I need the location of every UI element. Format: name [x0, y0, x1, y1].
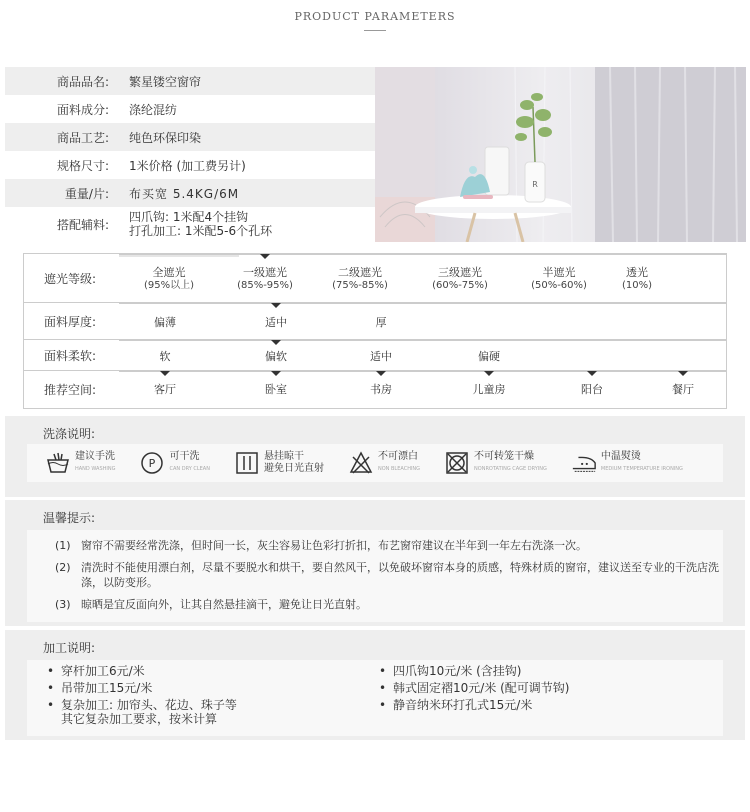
wash-item: [234, 450, 324, 476]
scale-option: 偏硬: [478, 350, 500, 363]
scale-label: 遮光等级:: [44, 271, 97, 286]
title-underline: [364, 30, 386, 31]
processing-item-continued: 其它复杂加工要求，按米计算: [61, 712, 218, 726]
param-value: 布买宽 5.4KG/6M: [129, 186, 240, 201]
wash-label: 不可转笼干燥: [474, 451, 535, 462]
param-label: 商品品名:: [56, 74, 109, 89]
scale-option: 软: [159, 350, 171, 363]
scale-label: 推荐空间:: [44, 383, 97, 397]
wash-label-en: MEDIUM TEMPERATURE IRONING: [600, 466, 683, 472]
tip-number: (1): [55, 539, 71, 552]
page-title: PRODUCT PARAMETERS: [294, 10, 456, 23]
tips-list: [27, 530, 723, 622]
svg-text:R: R: [532, 180, 538, 189]
scale-option: 二级遮光 (75%-85%): [332, 266, 388, 291]
section-title: 洗涤说明:: [43, 427, 96, 441]
wash-label-en: NON BLEACHING: [377, 466, 421, 472]
wash-item: [348, 450, 420, 476]
param-label: 面料成分:: [56, 102, 109, 117]
tip-text: 清洗时不能使用漂白剂，尽量不要脱水和烘干，要自然风干，以免破坏窗帘本身的质感，特殊材质的窗帘，建议送至专业的干洗店洗涤，以防变形。: [81, 561, 719, 589]
no-bleach-icon: [348, 450, 374, 476]
room-scene-illustration: [375, 67, 746, 242]
wash-label: 避免日光直射: [263, 463, 324, 474]
iron-medium-icon: [571, 450, 597, 476]
scale-row-softness: [24, 340, 726, 371]
param-value-line: 四爪钩: 1米配4个挂钩: [129, 210, 249, 224]
selected-marker-icon: [260, 254, 270, 259]
dry-clean-icon: [139, 450, 165, 476]
scale-option: 阳台: [581, 383, 603, 396]
wash-item: [139, 450, 210, 476]
selected-marker-icon: [271, 303, 281, 308]
tip-number: (3): [55, 598, 71, 611]
section-title: 温馨提示:: [43, 511, 96, 525]
param-row: [5, 151, 377, 179]
tip-text: 晾晒是宜反面向外，让其自然悬挂滴干，避免让日光直射。: [81, 598, 367, 611]
wash-item: [571, 450, 683, 476]
scale-option: 偏软: [265, 350, 287, 363]
param-label: 规格尺寸:: [56, 158, 109, 173]
scale-row-space: [24, 371, 726, 408]
warm-tips: [5, 500, 745, 626]
scale-option: 偏薄: [154, 316, 176, 329]
processing-list: [27, 660, 723, 736]
marker-icon: [484, 371, 494, 376]
page-header: [0, 10, 750, 31]
wash-label: 可干洗: [169, 451, 200, 462]
selected-marker-icon: [271, 340, 281, 345]
param-value: 涤纶混纺: [129, 102, 178, 117]
processing-item: • 韩式固定褶10元/米 (配可调节钩): [379, 681, 570, 695]
processing-item: • 吊带加工15元/米: [47, 681, 153, 695]
wash-label-en: CAN DRY CLEAN: [169, 466, 210, 472]
tip-text: 窗帘不需要经常洗涤，但时间一长，灰尘容易让色彩打折扣，布艺窗帘建议在半年到一年左右洗涤一次。: [81, 539, 587, 552]
processing-notes: [5, 630, 745, 740]
wash-label: 建议手洗: [75, 451, 115, 462]
svg-text:P: P: [149, 457, 156, 470]
scale-label: 面料厚度:: [44, 314, 97, 329]
scale-option: 透光 (10%): [621, 266, 653, 291]
param-row: [5, 123, 377, 151]
wash-label-en: NONROTATING CAGE DRYING: [474, 466, 547, 472]
scale-option: 餐厅: [672, 383, 694, 396]
marker-icon: [376, 371, 386, 376]
scale-option: 厚: [375, 316, 387, 329]
param-row: [5, 207, 377, 241]
param-value: 繁星镂空窗帘: [129, 74, 202, 89]
scale-track: [119, 303, 726, 304]
marker-icon: [160, 371, 170, 376]
scale-option: 全遮光 (95%以上): [143, 266, 195, 291]
param-value: [129, 210, 272, 238]
param-label: 重量/片:: [64, 186, 109, 201]
no-tumble-dry-icon: [444, 450, 470, 476]
washing-instructions: [5, 416, 745, 497]
marker-icon: [678, 371, 688, 376]
fabric-feature-scales: [23, 253, 727, 409]
scale-option: 儿童房: [472, 383, 506, 396]
param-label: 商品工艺:: [56, 130, 109, 145]
processing-item: • 穿杆加工6元/米: [47, 664, 145, 678]
tip-item: [55, 538, 723, 553]
param-label: 搭配辅料:: [56, 217, 109, 232]
wash-item: [444, 450, 547, 476]
section-title: 加工说明:: [43, 641, 96, 655]
scale-track: [119, 371, 726, 372]
param-row: [5, 179, 377, 207]
processing-column-left: [47, 664, 379, 736]
processing-item: • 复杂加工: 加帘头、花边、珠子等: [47, 698, 237, 712]
scale-option: 一级遮光 (85%-95%): [237, 266, 293, 291]
tip-number: (2): [55, 561, 71, 574]
scale-row-thickness: [24, 303, 726, 340]
scale-option: 卧室: [265, 383, 287, 396]
scale-track: [119, 340, 726, 341]
processing-item: • 四爪钩10元/米 (含挂钩): [379, 664, 522, 678]
scale-option: 适中: [265, 316, 287, 329]
param-value: 纯色环保印染: [129, 130, 202, 145]
wash-label: 悬挂晾干: [263, 451, 304, 462]
wash-label: 中温熨烫: [600, 451, 641, 462]
param-row: [5, 67, 377, 95]
param-value-line: 打孔加工: 1米配5-6个孔环: [129, 224, 273, 238]
scale-option: 半遮光 (50%-60%): [531, 266, 587, 291]
tip-item: [55, 560, 723, 590]
scale-label: 面料柔软:: [44, 348, 97, 363]
param-row: [5, 95, 377, 123]
scale-row-shading: [24, 254, 726, 303]
tip-item: [55, 597, 723, 612]
processing-column-right: [379, 664, 711, 736]
marker-icon: [271, 371, 281, 376]
param-value: 1米价格 (加工费另计): [129, 158, 246, 173]
washing-icons-row: [27, 444, 723, 482]
scale-option: 适中: [370, 350, 392, 363]
scale-option: 三级遮光 (60%-75%): [432, 266, 488, 291]
marker-icon: [587, 371, 597, 376]
scale-option: 客厅: [154, 383, 176, 396]
wash-label: 不可漂白: [377, 451, 418, 462]
wash-label-en: HAND WASHING: [75, 466, 116, 472]
scale-track: [119, 254, 726, 255]
scale-option: 书房: [370, 383, 392, 396]
product-photo: [375, 67, 746, 242]
wash-item: [45, 450, 115, 476]
processing-item: • 静音纳米环打孔式15元/米: [379, 698, 533, 712]
hand-wash-icon: [45, 450, 71, 476]
hang-dry-icon: [234, 450, 260, 476]
product-parameters-table: [5, 67, 377, 241]
